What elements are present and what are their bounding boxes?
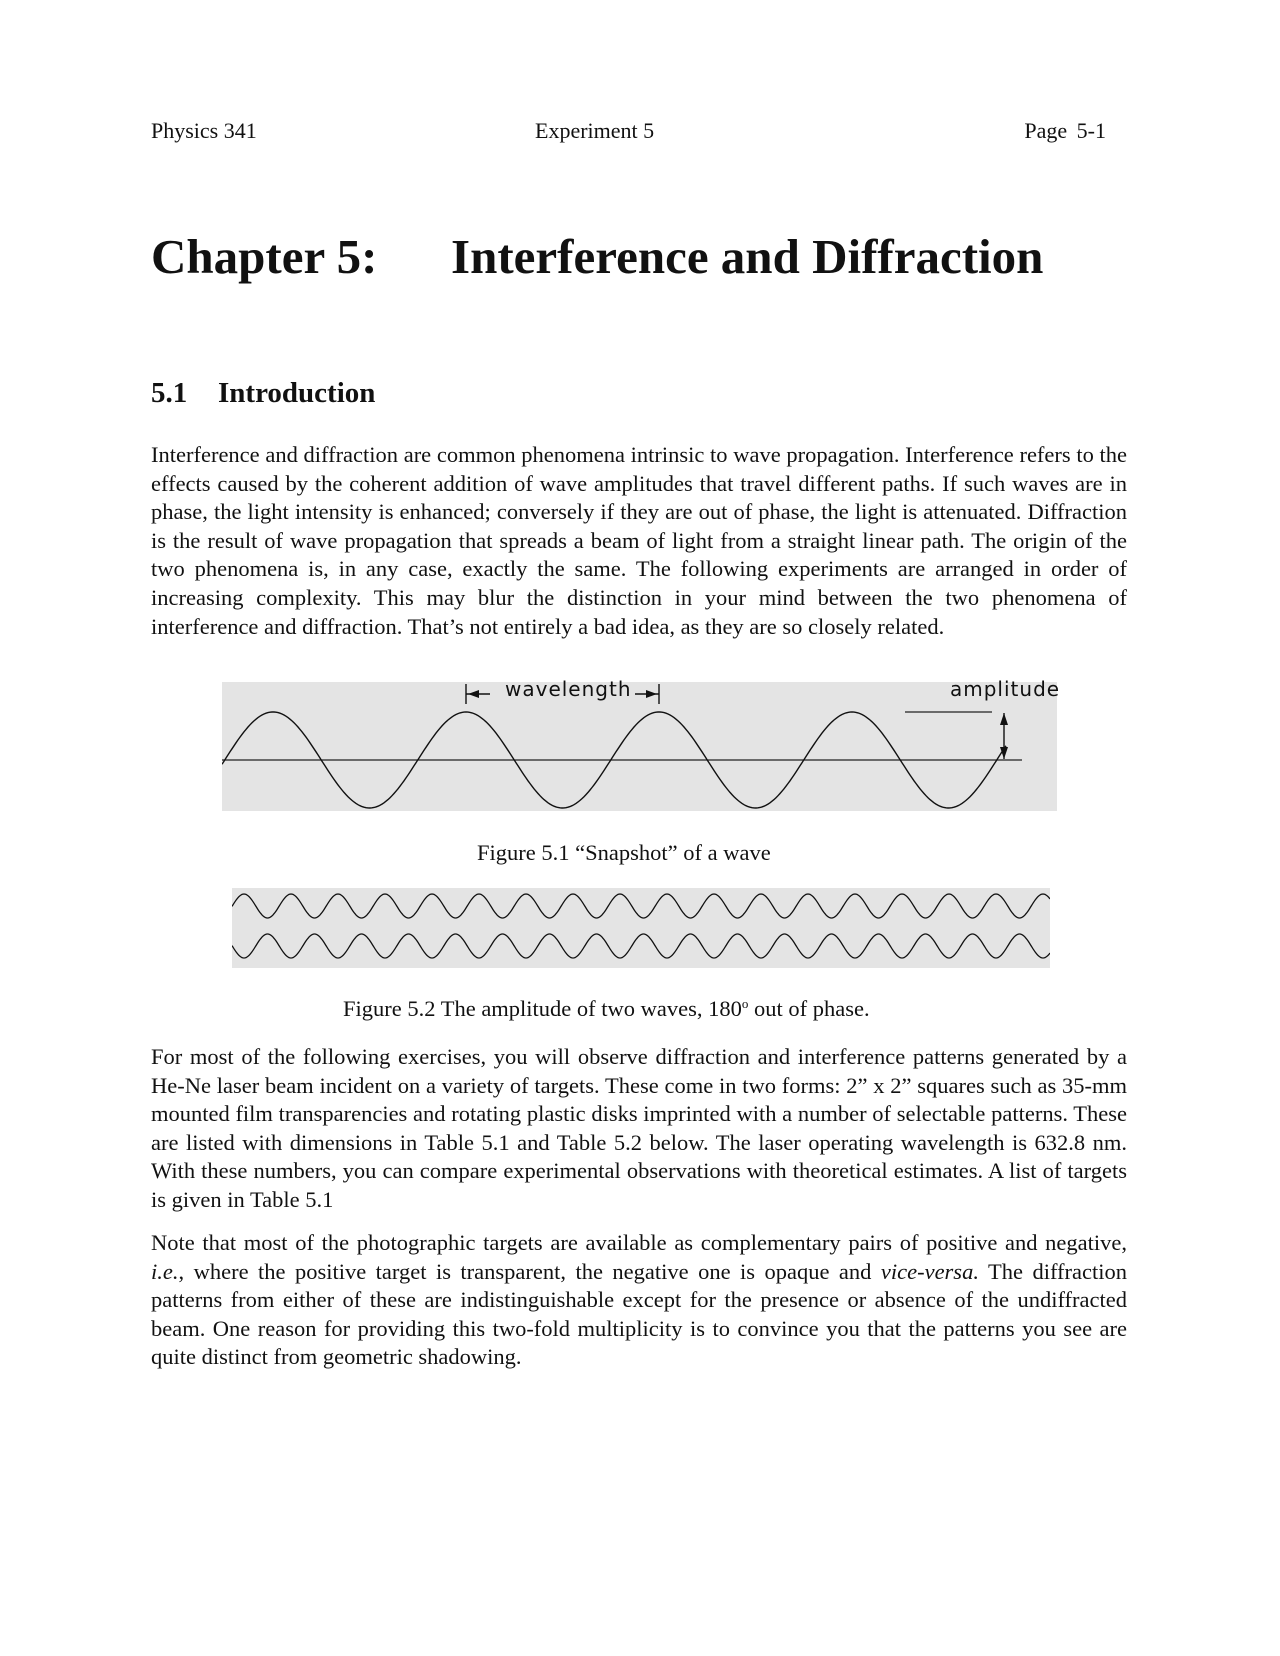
wavelength-label: wavelength: [505, 677, 632, 701]
chapter-title: [151, 228, 1043, 285]
figure-two-waves-out-of-phase: [232, 888, 1050, 968]
figure-1-caption: Figure 5.1 “Snapshot” of a wave: [477, 840, 771, 865]
wave-diagram: [222, 682, 1057, 811]
figure-wave-snapshot: [222, 677, 1061, 811]
header-page-number: Page 5-1: [1024, 118, 1106, 143]
intro-paragraph: Interference and diffraction are common phenomena intrinsic to wave propagation. Interference refers to the effects caused by the coherent addition of wave amplitudes that travel different paths. If such waves are in phase, the light intensity is enhanced; conversely if they are out of phase, the light is attenuated. Diffraction is the result of wave propagation that spreads a beam of light from a straight linear path. The origin of the two phenomena is, in any case, exactly the same. The following experiments are arranged in order of increasing complexity. This may blur the distinction in your mind between the two phenomena of interference and diffraction. That’s not entirely a bad idea, as they are so closely related.: [151, 442, 1127, 639]
wave-lower: [232, 934, 1050, 958]
chapter-name: Interference and Diffraction: [451, 229, 1044, 284]
chapter-number: Chapter 5:: [151, 229, 378, 284]
header-experiment: Experiment 5: [535, 118, 655, 143]
figure-2-caption-end: out of phase.: [748, 996, 870, 1021]
amplitude-label: amplitude: [950, 677, 1061, 701]
figure-2-caption: [343, 996, 870, 1022]
header-course: Physics 341: [151, 118, 257, 143]
section-title: Introduction: [218, 377, 376, 409]
degree-symbol: o: [741, 996, 749, 1011]
note-vice-versa: vice-versa.: [880, 1258, 979, 1284]
note-text-mid: , where the positive target is transparent, the negative one is opaque and: [178, 1258, 881, 1284]
wavelength-arrowhead-right: [646, 690, 657, 698]
running-header: [151, 118, 1106, 148]
figure-2-caption-text: Figure 5.2 The amplitude of two waves, 180: [343, 996, 742, 1021]
amplitude-arrowhead-top: [1000, 713, 1008, 725]
section-number: 5.1: [151, 377, 188, 409]
note-ie: i.e.: [151, 1258, 179, 1284]
wavelength-arrowhead-left: [468, 690, 479, 698]
section-heading: [151, 377, 375, 410]
note-text-end: The diffraction patterns from either of these are indistinguishable except for the presence or absence of the undiffracted beam. One reason for providing this two-fold multiplicity is to convince you that the patterns you see are quite distinct from geometric shadowing.: [151, 1258, 1127, 1370]
exercises-paragraph: For most of the following exercises, you will observe diffraction and interference patterns generated by a He-Ne laser beam incident on a variety of targets. These come in two forms: 2” x 2” squares such as 35-mm mounted film transparencies and rotating plastic disks imprinted with a number of selectable patterns. These are listed with dimensions in Table 5.1 and Table 5.2 below. The laser operating wavelength is 632.8 nm. With these numbers, you can compare experimental observations with theoretical estimates. A list of targets is given in Table 5.1: [151, 1044, 1127, 1212]
note-text-start: Note that most of the photographic targets are available as complementary pairs of positive and negative,: [151, 1230, 1127, 1255]
wave-upper: [232, 894, 1050, 918]
two-waves-diagram: [232, 888, 1050, 968]
note-paragraph: [151, 1229, 1127, 1372]
